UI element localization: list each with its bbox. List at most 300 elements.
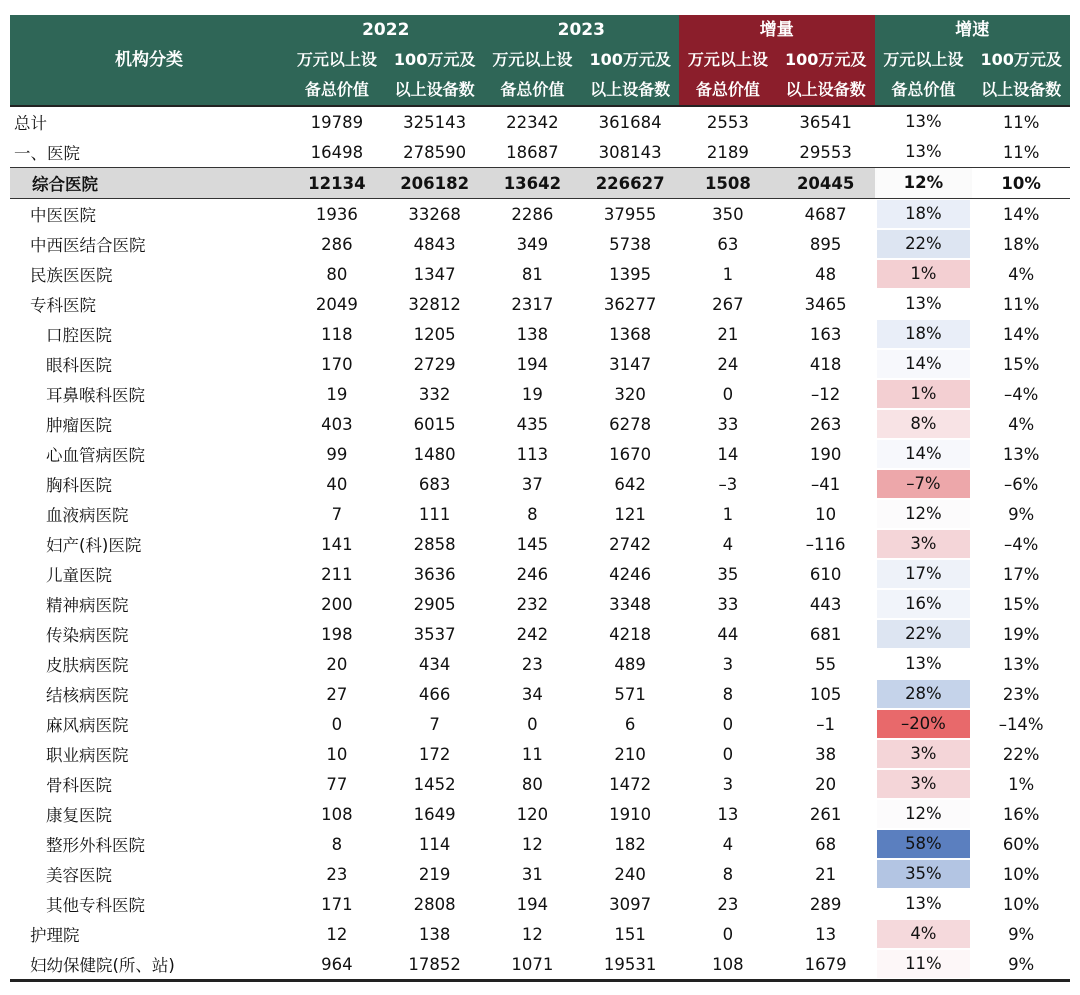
table-row — [10, 199, 1070, 230]
row-category-name: 整形外科医院 — [46, 836, 145, 855]
increase-b: 13 — [815, 924, 837, 944]
growth-b: 10% — [1002, 864, 1040, 884]
table-row — [10, 529, 1070, 559]
row-category-name: 其他专科医院 — [46, 896, 145, 915]
sub-header-a-line1: 万元以上设 — [288, 45, 386, 75]
row-category-name: 麻风病医院 — [46, 716, 129, 735]
increase-a: 8 — [722, 684, 734, 704]
growth-a-cell — [875, 349, 973, 379]
table-row — [10, 889, 1070, 919]
value-2023-b: 3348 — [609, 594, 652, 614]
growth-a: 58% — [877, 830, 971, 858]
increase-b: 29553 — [799, 142, 852, 162]
value-2023-b: 3147 — [609, 354, 652, 374]
value-2022-a: 7 — [331, 504, 343, 524]
sub-header-a-line1: 万元以上设 — [679, 45, 777, 75]
value-2023-a: 0 — [527, 714, 538, 734]
increase-a: 2553 — [679, 106, 777, 137]
table-row — [10, 168, 1070, 199]
increase-a: 13 — [717, 804, 739, 824]
sub-header-b-line2: 以上设备数 — [972, 75, 1070, 106]
value-2023-b: 6278 — [609, 414, 652, 434]
value-2023-a: 242 — [516, 624, 549, 644]
increase-a: 1 — [722, 504, 734, 524]
table-row — [10, 559, 1070, 589]
growth-b: 14% — [1002, 204, 1040, 224]
value-2023-b: 6 — [624, 714, 636, 734]
growth-a: 14% — [877, 350, 971, 378]
value-2022-a: 8 — [331, 834, 343, 854]
value-2023-b: 308143 — [598, 142, 662, 162]
row-category-name: 妇产(科)医院 — [46, 536, 142, 555]
value-2022-a: 171 — [321, 894, 353, 914]
value-2022-b: 6015 — [413, 414, 456, 434]
row-category-name: 康复医院 — [46, 806, 112, 825]
value-2022-a: 0 — [331, 714, 343, 734]
value-2022-b: 2729 — [413, 354, 456, 374]
growth-a: 13% — [877, 650, 971, 678]
value-2023-b: 121 — [614, 504, 646, 524]
growth-a: 1% — [877, 380, 971, 408]
group-header-2022: 2022 — [288, 15, 484, 45]
value-2023-a: 113 — [516, 444, 549, 464]
growth-a-cell — [875, 949, 973, 981]
row-category-name: 中医医院 — [30, 206, 96, 225]
growth-a-cell — [875, 739, 973, 769]
increase-a: 4 — [722, 534, 734, 554]
growth-a: 13% — [877, 138, 971, 166]
growth-a-cell — [875, 229, 973, 259]
increase-a: 1508 — [679, 168, 777, 199]
growth-b: 18% — [1002, 234, 1040, 254]
growth-b: 19% — [1002, 624, 1040, 644]
increase-b: 261 — [809, 804, 842, 824]
value-2023-b: 3097 — [609, 894, 652, 914]
increase-b: 38 — [815, 744, 837, 764]
value-2023-a: 246 — [516, 564, 549, 584]
value-2023-a: 13642 — [484, 168, 582, 199]
growth-a: 22% — [877, 230, 971, 258]
value-2023-a: 80 — [521, 774, 543, 794]
row-category-name: 综合医院 — [10, 168, 288, 199]
growth-a: 35% — [877, 860, 971, 888]
row-category-name: 血液病医院 — [46, 506, 129, 525]
growth-b: 9% — [1008, 504, 1035, 524]
value-2022-a: 20 — [326, 654, 348, 674]
value-2023-a: 2317 — [511, 294, 554, 314]
sub-header-b-line1: 100万元及 — [386, 45, 484, 75]
value-2023-b: 240 — [614, 864, 646, 884]
value-2022-b: 2858 — [413, 534, 456, 554]
value-2022-b: 278590 — [403, 142, 467, 162]
value-2022-a: 40 — [326, 474, 348, 494]
value-2022-b: 1347 — [413, 264, 456, 284]
value-2022-a: 12 — [326, 924, 348, 944]
growth-a: 12% — [877, 500, 971, 528]
value-2022-b: 206182 — [386, 168, 484, 199]
value-2023-b: 2742 — [609, 534, 652, 554]
growth-a: 22% — [877, 620, 971, 648]
value-2023-b: 1395 — [609, 264, 652, 284]
table-row — [10, 709, 1070, 739]
growth-a: 3% — [877, 530, 971, 558]
value-2022-a: 19 — [326, 384, 348, 404]
value-2023-a: 138 — [516, 324, 549, 344]
increase-b: 418 — [809, 354, 842, 374]
value-2022-b: 114 — [418, 834, 451, 854]
value-2022-b: 7 — [429, 714, 440, 734]
table-row — [10, 349, 1070, 379]
increase-b: –116 — [805, 534, 846, 554]
growth-a: 13% — [877, 108, 971, 136]
value-2022-a: 16498 — [310, 142, 364, 162]
value-2022-a: 141 — [321, 534, 353, 554]
value-2023-b: 1670 — [609, 444, 652, 464]
increase-a: 0 — [722, 714, 734, 734]
increase-a: 3 — [722, 774, 734, 794]
increase-a: 3 — [722, 654, 734, 674]
value-2023-b: 642 — [614, 474, 646, 494]
growth-a-cell — [875, 709, 973, 739]
increase-a: 0 — [722, 744, 734, 764]
increase-b: 3465 — [804, 294, 847, 314]
row-category-name: 总计 — [10, 106, 288, 137]
table-row — [10, 649, 1070, 679]
table-row — [10, 229, 1070, 259]
growth-a-cell — [875, 679, 973, 709]
growth-a-cell — [875, 829, 973, 859]
value-2022-a: 1936 — [315, 204, 358, 224]
growth-a: 11% — [877, 950, 971, 978]
value-2023-a: 145 — [516, 534, 549, 554]
growth-b: –4% — [1003, 384, 1039, 404]
increase-b: 10 — [815, 504, 837, 524]
value-2022-a: 99 — [326, 444, 348, 464]
category-header: 机构分类 — [10, 15, 288, 106]
value-2023-b: 4218 — [609, 624, 652, 644]
value-2022-b: 111 — [418, 504, 451, 524]
growth-b: 13% — [1002, 654, 1040, 674]
growth-b: 9% — [972, 949, 1070, 981]
value-2023-b: 1910 — [609, 804, 652, 824]
growth-a-cell — [875, 199, 973, 230]
increase-a: 63 — [717, 234, 739, 254]
value-2022-b: 33268 — [408, 204, 461, 224]
increase-a: 1 — [722, 264, 734, 284]
increase-a: 23 — [717, 894, 739, 914]
value-2023-b: 1472 — [609, 774, 652, 794]
growth-a: 12% — [877, 800, 971, 828]
growth-a-cell — [875, 769, 973, 799]
increase-a: 21 — [717, 324, 739, 344]
growth-a-cell — [875, 619, 973, 649]
increase-b: 68 — [815, 834, 837, 854]
value-2023-a: 12 — [521, 924, 543, 944]
value-2023-a: 349 — [516, 234, 549, 254]
value-2022-b: 466 — [418, 684, 451, 704]
value-2023-a: 23 — [521, 654, 543, 674]
increase-b: –1 — [816, 714, 836, 734]
increase-a: 0 — [722, 384, 734, 404]
value-2022-b: 17852 — [386, 949, 484, 981]
table-row — [10, 137, 1070, 168]
increase-b: 48 — [815, 264, 837, 284]
table-row — [10, 379, 1070, 409]
growth-b: 15% — [1002, 594, 1040, 614]
increase-a: 14 — [717, 444, 739, 464]
increase-b: 20445 — [777, 168, 875, 199]
growth-a: –20% — [877, 710, 971, 738]
growth-a: 12% — [877, 169, 971, 197]
growth-b: –4% — [1003, 534, 1039, 554]
value-2023-a: 120 — [516, 804, 549, 824]
increase-a: 8 — [722, 864, 734, 884]
growth-b: 9% — [1008, 924, 1035, 944]
value-2022-a: 964 — [288, 949, 386, 981]
row-category-name: 结核病医院 — [46, 686, 129, 705]
growth-a: 18% — [877, 320, 971, 348]
growth-a-cell — [875, 319, 973, 349]
value-2022-b: 1452 — [413, 774, 456, 794]
sub-header-b-line2: 以上设备数 — [777, 75, 875, 106]
increase-a: 44 — [717, 624, 739, 644]
row-category-name: 眼科医院 — [46, 356, 112, 375]
value-2022-a: 19789 — [288, 106, 386, 137]
table-row — [10, 259, 1070, 289]
growth-b: 10% — [972, 168, 1070, 199]
value-2023-a: 81 — [521, 264, 543, 284]
value-2022-a: 23 — [326, 864, 348, 884]
growth-a: 3% — [877, 740, 971, 768]
increase-a: 4 — [722, 834, 734, 854]
growth-a-cell — [875, 889, 973, 919]
increase-b: –12 — [811, 384, 841, 404]
increase-b: 4687 — [804, 204, 847, 224]
value-2023-a: 18687 — [506, 142, 559, 162]
growth-a-cell — [875, 106, 973, 137]
table-row — [10, 409, 1070, 439]
group-header-growth: 增速 — [875, 15, 1071, 45]
value-2023-a: 194 — [516, 894, 549, 914]
group-header-increase: 增量 — [679, 15, 875, 45]
table-row — [10, 619, 1070, 649]
table-body — [10, 106, 1070, 981]
growth-a-cell — [875, 439, 973, 469]
row-category-name: 骨科医院 — [46, 776, 112, 795]
value-2023-b: 36277 — [603, 294, 657, 314]
sub-header-a-line2: 备总价值 — [288, 75, 386, 106]
growth-a: 4% — [877, 920, 971, 948]
growth-a: 8% — [877, 410, 971, 438]
table-row — [10, 679, 1070, 709]
value-2022-a: 2049 — [315, 294, 358, 314]
growth-b: 22% — [1002, 744, 1040, 764]
growth-a-cell — [875, 409, 973, 439]
row-category-name: 耳鼻喉科医院 — [46, 386, 145, 405]
table-row — [10, 589, 1070, 619]
row-category-name: 口腔医院 — [46, 326, 112, 345]
value-2022-a: 170 — [321, 354, 353, 374]
growth-b: 11% — [1002, 294, 1040, 314]
table-header — [10, 15, 1070, 106]
increase-b: 55 — [815, 654, 837, 674]
table-row — [10, 799, 1070, 829]
growth-b: 1% — [1008, 774, 1035, 794]
increase-a: 33 — [717, 594, 739, 614]
value-2023-b: 4246 — [609, 564, 652, 584]
value-2022-a: 200 — [321, 594, 353, 614]
growth-b: 4% — [1008, 414, 1035, 434]
increase-a: 24 — [717, 354, 739, 374]
row-category-name: 美容医院 — [46, 866, 112, 885]
increase-b: 20 — [815, 774, 837, 794]
row-category-name: 胸科医院 — [46, 476, 112, 495]
value-2023-a: 2286 — [511, 204, 554, 224]
row-category-name: 护理院 — [30, 926, 80, 945]
growth-b: 11% — [972, 106, 1070, 137]
value-2023-b: 19531 — [581, 949, 679, 981]
value-2022-a: 108 — [321, 804, 353, 824]
growth-b: 11% — [1002, 142, 1040, 162]
table-row — [10, 859, 1070, 889]
increase-a: 267 — [712, 294, 744, 314]
group-header-2023: 2023 — [484, 15, 680, 45]
value-2022-b: 2808 — [413, 894, 456, 914]
increase-a: 350 — [712, 204, 744, 224]
growth-b: 60% — [1002, 834, 1040, 854]
sub-header-a-line2: 备总价值 — [484, 75, 582, 106]
table-row — [10, 289, 1070, 319]
value-2023-b: 226627 — [581, 168, 679, 199]
row-category-name: 皮肤病医院 — [46, 656, 129, 675]
value-2023-b: 151 — [614, 924, 646, 944]
growth-b: –6% — [1003, 474, 1039, 494]
value-2023-b: 182 — [614, 834, 646, 854]
growth-a-cell — [875, 259, 973, 289]
growth-b: –14% — [998, 714, 1044, 734]
increase-b: 681 — [809, 624, 842, 644]
value-2022-a: 211 — [321, 564, 353, 584]
data-table-container — [10, 15, 1070, 982]
value-2023-a: 22342 — [484, 106, 582, 137]
value-2023-a: 34 — [521, 684, 543, 704]
increase-a: 33 — [717, 414, 739, 434]
sub-header-a-line1: 万元以上设 — [875, 45, 973, 75]
growth-a: 18% — [877, 200, 971, 228]
value-2022-a: 27 — [326, 684, 348, 704]
value-2023-b: 5738 — [609, 234, 652, 254]
value-2022-a: 286 — [321, 234, 353, 254]
row-category-name: 一、医院 — [14, 144, 80, 163]
row-category-name: 专科医院 — [30, 296, 96, 315]
growth-b: 14% — [1002, 324, 1040, 344]
increase-b: 610 — [809, 564, 842, 584]
value-2023-b: 210 — [614, 744, 646, 764]
increase-b: 895 — [809, 234, 842, 254]
row-category-name: 民族医医院 — [30, 266, 113, 285]
value-2022-b: 325143 — [386, 106, 484, 137]
increase-a: 0 — [722, 924, 734, 944]
value-2023-a: 435 — [516, 414, 549, 434]
increase-a: 2189 — [706, 142, 749, 162]
value-2022-a: 118 — [321, 324, 353, 344]
value-2023-b: 571 — [614, 684, 646, 704]
sub-header-b-line1: 100万元及 — [972, 45, 1070, 75]
growth-a-cell — [875, 559, 973, 589]
value-2023-a: 37 — [521, 474, 543, 494]
table-row — [10, 739, 1070, 769]
value-2022-a: 10 — [326, 744, 348, 764]
increase-b: 21 — [815, 864, 837, 884]
value-2022-b: 1649 — [413, 804, 456, 824]
value-2022-b: 138 — [418, 924, 451, 944]
increase-b: 105 — [809, 684, 842, 704]
table-row — [10, 919, 1070, 949]
growth-b: 4% — [1008, 264, 1035, 284]
row-category-name: 职业病医院 — [46, 746, 129, 765]
growth-b: 16% — [1002, 804, 1040, 824]
value-2023-a: 1071 — [484, 949, 582, 981]
value-2022-a: 403 — [321, 414, 353, 434]
value-2023-a: 232 — [516, 594, 549, 614]
increase-b: 443 — [809, 594, 842, 614]
value-2023-a: 31 — [521, 864, 543, 884]
sub-header-b-line2: 以上设备数 — [581, 75, 679, 106]
value-2022-b: 4843 — [413, 234, 456, 254]
row-category-name: 传染病医院 — [46, 626, 129, 645]
increase-b: 263 — [809, 414, 842, 434]
growth-a: 13% — [877, 290, 971, 318]
value-2023-b: 320 — [614, 384, 646, 404]
increase-b: 289 — [809, 894, 842, 914]
value-2022-b: 2905 — [413, 594, 456, 614]
growth-a: 13% — [877, 890, 971, 918]
increase-a: 35 — [717, 564, 739, 584]
growth-a: 16% — [877, 590, 971, 618]
value-2023-a: 12 — [521, 834, 543, 854]
growth-b: 15% — [1002, 354, 1040, 374]
increase-b: 1679 — [777, 949, 875, 981]
sub-header-a-line2: 备总价值 — [679, 75, 777, 106]
value-2022-a: 80 — [326, 264, 348, 284]
value-2022-b: 32812 — [408, 294, 461, 314]
value-2022-b: 172 — [418, 744, 451, 764]
increase-b: 190 — [809, 444, 842, 464]
growth-b: 10% — [1002, 894, 1040, 914]
growth-a-cell — [875, 379, 973, 409]
value-2023-a: 19 — [521, 384, 543, 404]
value-2022-b: 332 — [418, 384, 451, 404]
sub-header-a-line1: 万元以上设 — [484, 45, 582, 75]
table-row — [10, 439, 1070, 469]
value-2023-b: 361684 — [581, 106, 679, 137]
growth-a-cell — [875, 499, 973, 529]
growth-a-cell — [875, 649, 973, 679]
sub-header-b-line1: 100万元及 — [581, 45, 679, 75]
value-2022-a: 12134 — [288, 168, 386, 199]
value-2022-b: 434 — [418, 654, 451, 674]
growth-a-cell — [875, 529, 973, 559]
value-2022-b: 3537 — [413, 624, 456, 644]
increase-a: –3 — [718, 474, 738, 494]
growth-a-cell — [875, 168, 973, 199]
sub-header-a-line2: 备总价值 — [875, 75, 973, 106]
growth-b: 17% — [1002, 564, 1040, 584]
value-2023-b: 37955 — [603, 204, 657, 224]
table-row — [10, 829, 1070, 859]
row-category-name: 妇幼保健院(所、站) — [10, 949, 288, 981]
sub-header-b-line2: 以上设备数 — [386, 75, 484, 106]
